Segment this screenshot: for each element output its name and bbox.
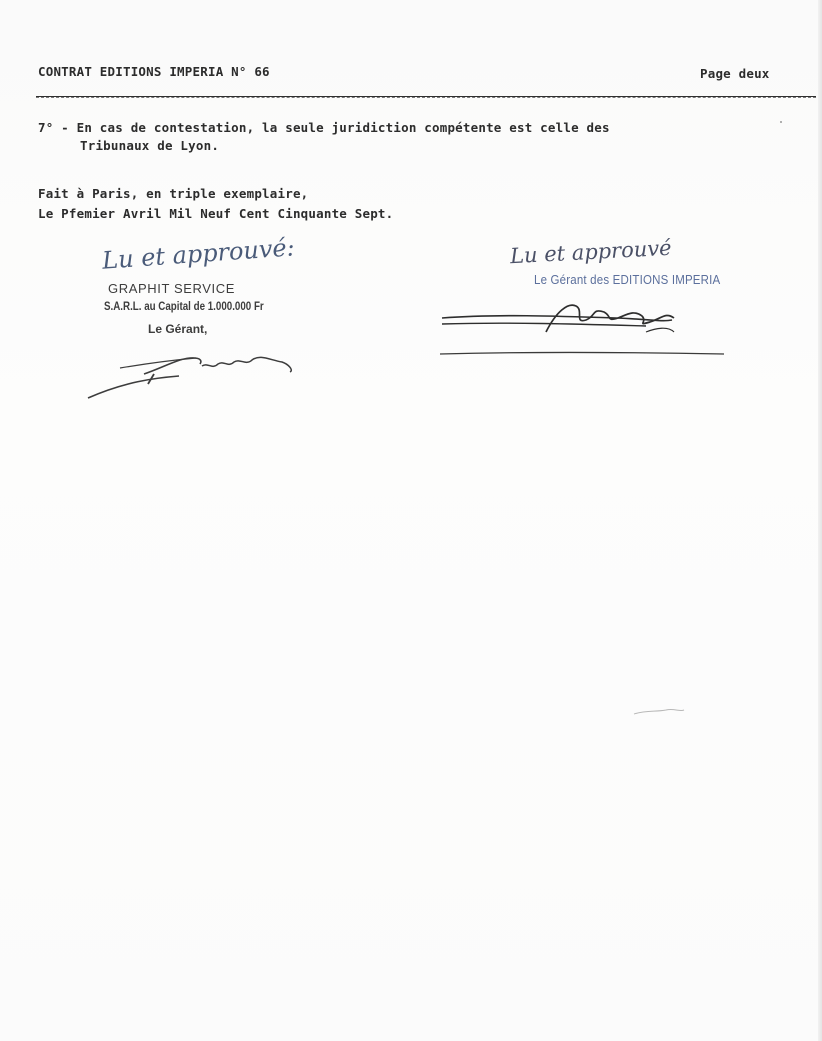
right-handwritten-approval: Lu et approuvé [509,235,673,269]
left-signature [84,340,314,410]
header-divider [36,96,816,98]
page-edge-shadow [818,0,822,1041]
contract-title: CONTRAT EDITIONS IMPERIA N° 66 [38,64,270,79]
page-number-label: Page deux [700,66,770,81]
left-stamp-company: GRAPHIT SERVICE [108,281,235,296]
left-stamp-capital: S.A.R.L. au Capital de 1.000.000 Fr [104,301,264,313]
left-stamp-role: Le Gérant, [148,322,208,336]
signing-date-line: Le Pfemier Avril Mil Neuf Cent Cinquante Sept. [38,206,394,221]
faint-pencil-mark [630,702,690,722]
signing-place-line: Fait à Paris, en triple exemplaire, [38,186,309,201]
clause-7-line-2: Tribunaux de Lyon. [80,138,220,153]
right-signature [436,292,736,362]
paper-speck [780,121,782,123]
left-handwritten-approval: Lu et approuvé: [101,233,296,275]
clause-7-line-1: 7° - En cas de contestation, la seule juridiction compétente est celle des [38,120,610,135]
right-stamp-role: Le Gérant des EDITIONS IMPERIA [534,273,721,287]
